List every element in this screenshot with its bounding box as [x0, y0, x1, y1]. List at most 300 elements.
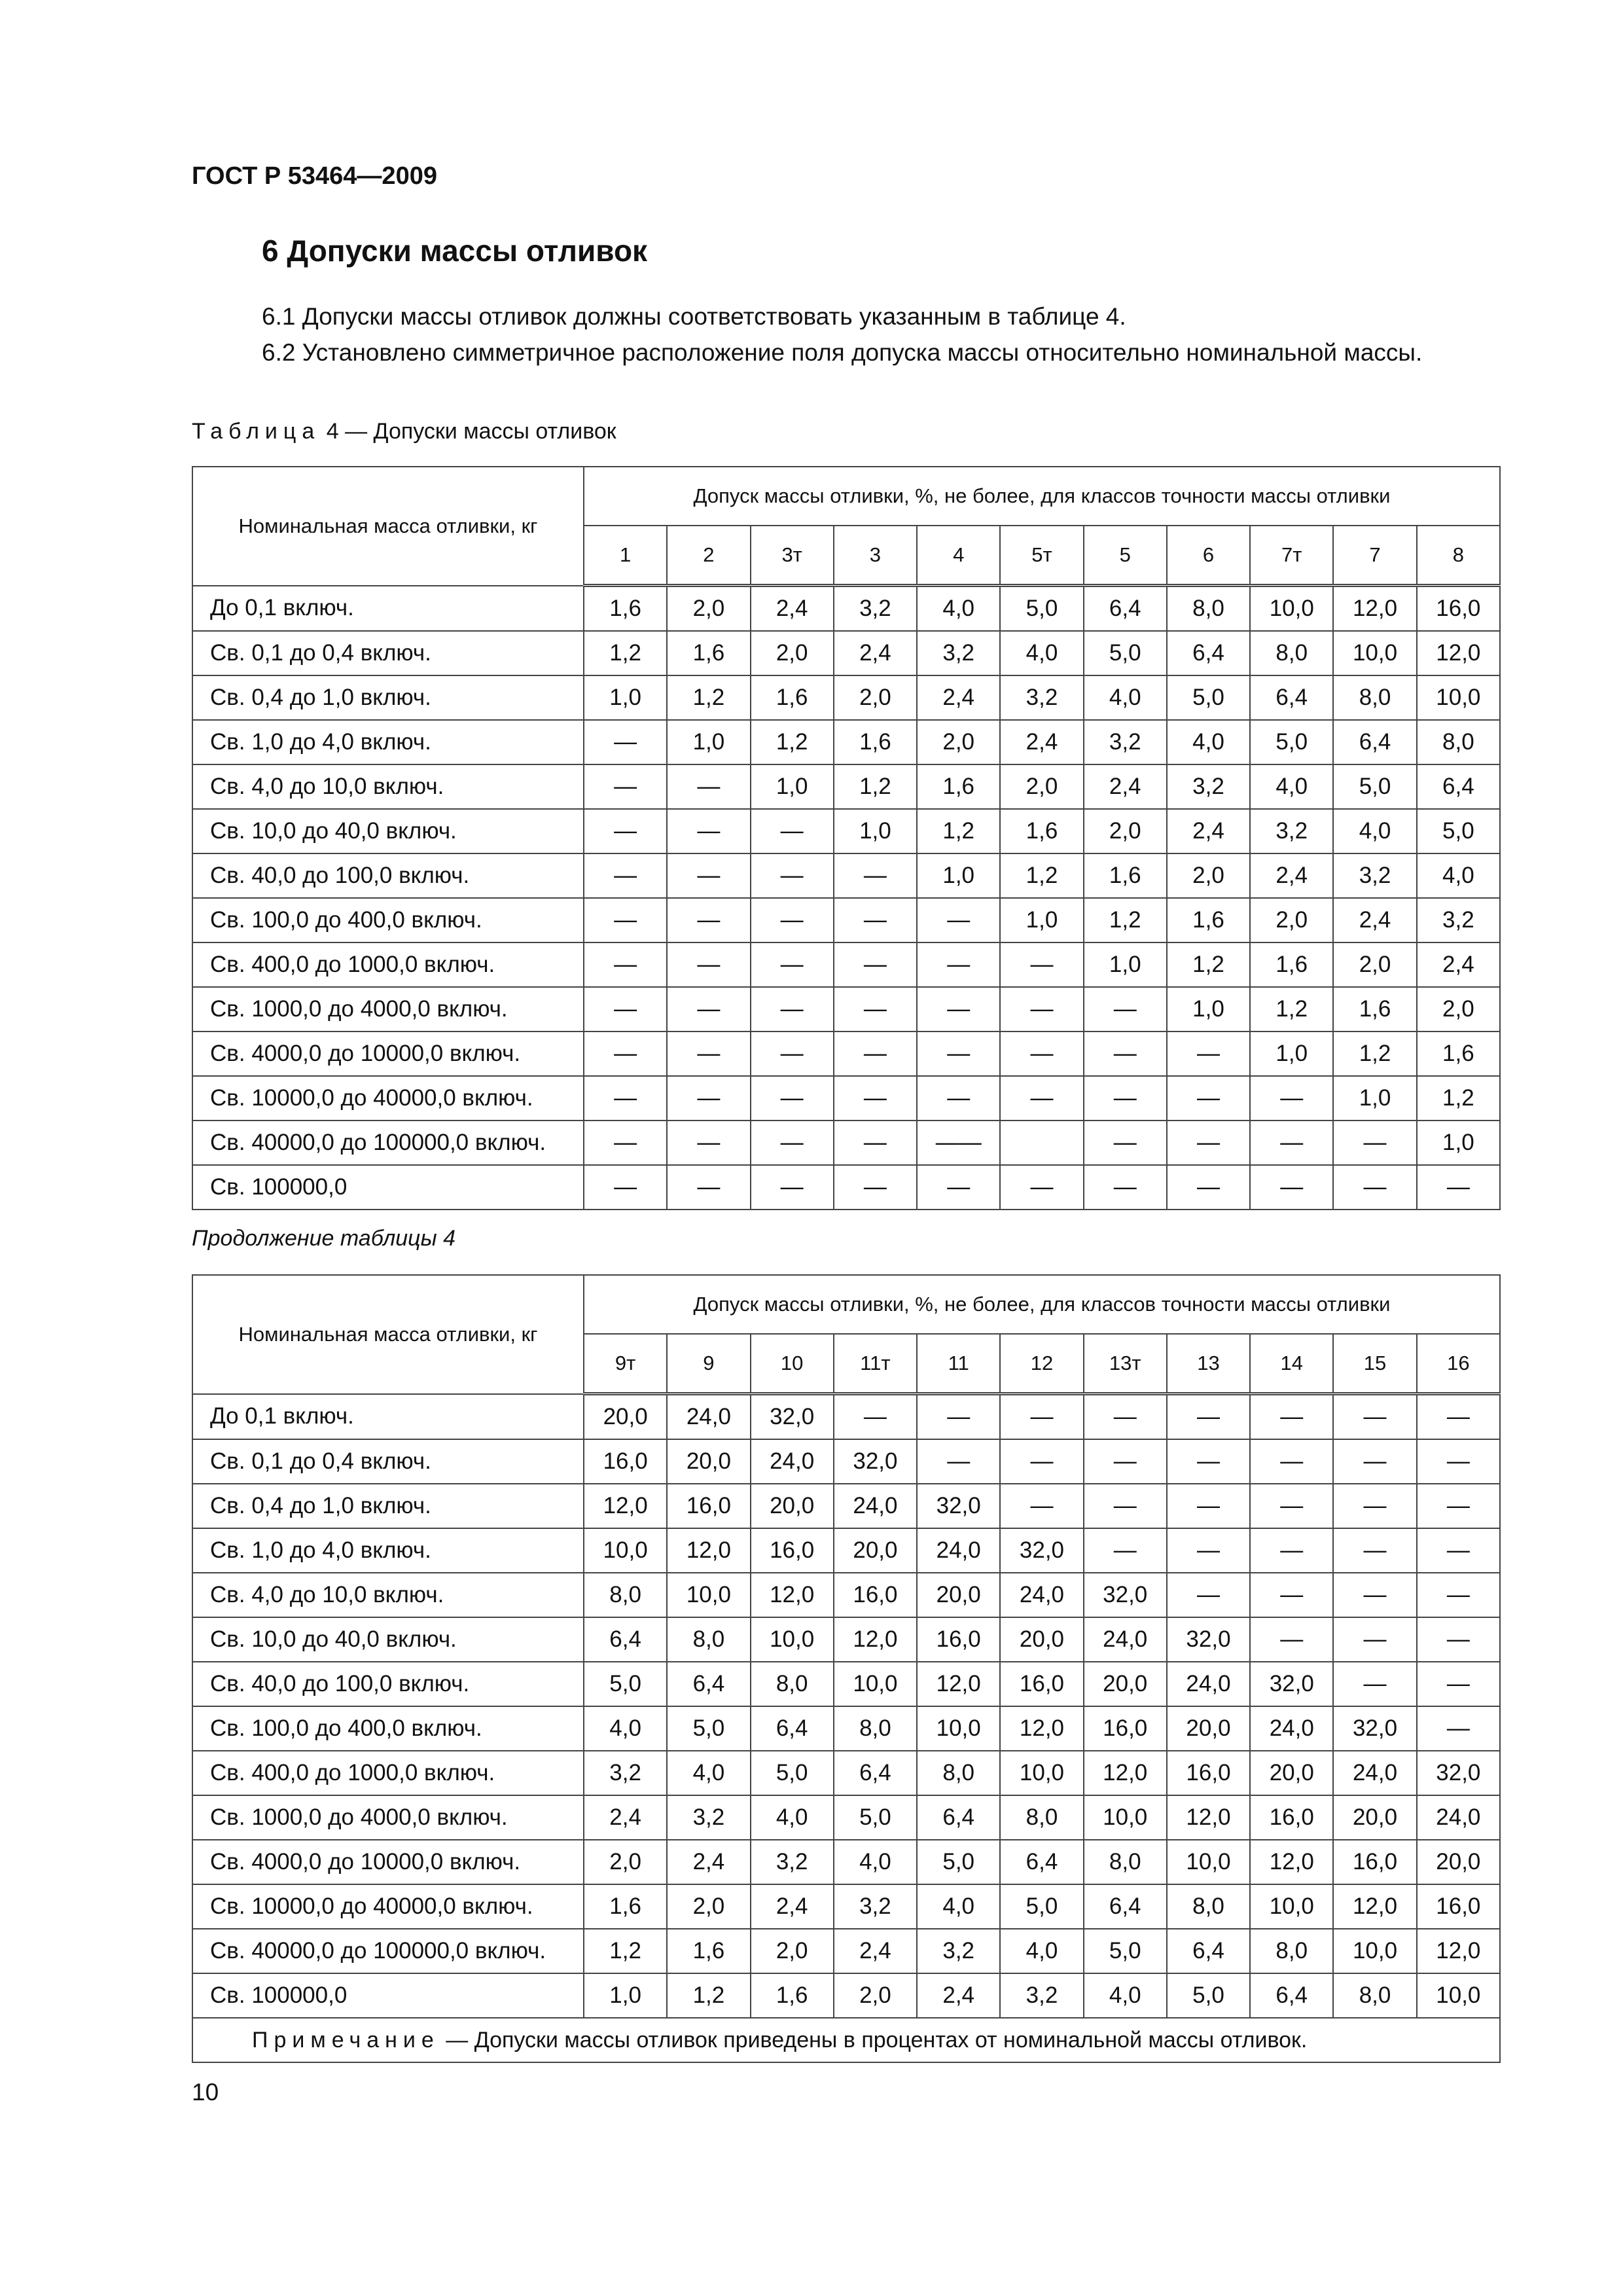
- table-cell: 20,0: [1167, 1706, 1250, 1751]
- table-cell: 24,0: [1000, 1573, 1083, 1617]
- table-cell: 12,0: [1333, 1884, 1416, 1929]
- table-cell: 2,4: [751, 586, 834, 632]
- row-label: Св. 4000,0 до 10000,0 включ.: [192, 1031, 584, 1076]
- table-cell: —: [1000, 1439, 1083, 1484]
- table-cell: 3,2: [834, 586, 917, 632]
- row-label: Св. 0,4 до 1,0 включ.: [192, 1484, 584, 1528]
- row-label: Св. 10,0 до 40,0 включ.: [192, 809, 584, 853]
- table-cell: 10,0: [1333, 631, 1416, 675]
- table-row: [192, 1031, 1500, 1076]
- table-cell: —: [1333, 1484, 1416, 1528]
- table-row: [192, 1484, 1500, 1528]
- table-cell: 6,4: [1167, 631, 1250, 675]
- table-cell: —: [834, 1394, 917, 1440]
- table-cell: —: [584, 1165, 667, 1210]
- table-cell: 3,2: [1167, 764, 1250, 809]
- class-header: 1: [584, 526, 667, 586]
- table-cell: —: [1250, 1076, 1333, 1121]
- table-cell: —: [667, 764, 750, 809]
- table-cell: —: [1000, 1165, 1083, 1210]
- table-cell: 4,0: [1333, 809, 1416, 853]
- table-cell: 16,0: [1000, 1662, 1083, 1706]
- class-header: 9т: [584, 1334, 667, 1394]
- table-cell: 24,0: [834, 1484, 917, 1528]
- table-cell: 16,0: [834, 1573, 917, 1617]
- class-header: 5т: [1000, 526, 1083, 586]
- table-cell: 3,2: [584, 1751, 667, 1795]
- table-cell: 10,0: [1333, 1929, 1416, 1973]
- table-cell: —: [917, 1439, 1000, 1484]
- table-cell: —: [667, 1121, 750, 1165]
- table-cell: —: [1250, 1573, 1333, 1617]
- table-cell: —: [1250, 1394, 1333, 1440]
- table-cell: 3,2: [751, 1840, 834, 1884]
- table-cell: —: [1084, 1439, 1167, 1484]
- table-row: [192, 987, 1500, 1031]
- table-cell: 2,4: [1167, 809, 1250, 853]
- table-cell: —: [834, 1121, 917, 1165]
- table-cell: —: [1084, 1121, 1167, 1165]
- table-cell: 5,0: [584, 1662, 667, 1706]
- table-cell: 2,0: [834, 675, 917, 720]
- row-label: Св. 40000,0 до 100000,0 включ.: [192, 1121, 584, 1165]
- document-code: ГОСТ Р 53464—2009: [192, 162, 437, 190]
- class-header: 5: [1084, 526, 1167, 586]
- table-cell: 5,0: [1167, 675, 1250, 720]
- table-cell: —: [584, 809, 667, 853]
- table-cell: 16,0: [1417, 1884, 1500, 1929]
- table-cell: 4,0: [667, 1751, 750, 1795]
- table-cell: 2,4: [751, 1884, 834, 1929]
- table-cell: —: [584, 942, 667, 987]
- page-number: 10: [192, 2079, 219, 2106]
- table-cell: —: [667, 898, 750, 942]
- table-cell: 1,6: [584, 1884, 667, 1929]
- table-cell: 16,0: [751, 1528, 834, 1573]
- table-cell: 1,0: [1333, 1076, 1416, 1121]
- note-prefix: Примечание: [252, 2027, 440, 2053]
- table-cell: 1,6: [667, 631, 750, 675]
- table-cell: 8,0: [1084, 1840, 1167, 1884]
- table-cell: 24,0: [667, 1394, 750, 1440]
- table-cell: 2,0: [751, 1929, 834, 1973]
- table-cell: 1,2: [1417, 1076, 1500, 1121]
- table-cell: —: [917, 987, 1000, 1031]
- table-cell: 1,0: [1167, 987, 1250, 1031]
- table-cell: 5,0: [1000, 1884, 1083, 1929]
- table-cell: —: [1250, 1617, 1333, 1662]
- table-cell: —: [1000, 942, 1083, 987]
- table-cell: —: [751, 1165, 834, 1210]
- class-header: 10: [751, 1334, 834, 1394]
- table-cell: 5,0: [1250, 720, 1333, 764]
- table-cell: 32,0: [1000, 1528, 1083, 1573]
- table-cell: 24,0: [751, 1439, 834, 1484]
- table-cell: 4,0: [917, 1884, 1000, 1929]
- table-cell: 5,0: [1084, 631, 1167, 675]
- table-cell: 3,2: [1000, 1973, 1083, 2018]
- table-cell: 12,0: [1333, 586, 1416, 632]
- table-cell: —: [1333, 1394, 1416, 1440]
- table-cell: 2,0: [584, 1840, 667, 1884]
- table-cell: 2,0: [1333, 942, 1416, 987]
- table-row: [192, 1973, 1500, 2018]
- table-cell: 3,2: [1250, 809, 1333, 853]
- table-cell: 5,0: [667, 1706, 750, 1751]
- table-cell: 4,0: [834, 1840, 917, 1884]
- paragraph-6-1: 6.1 Допуски массы отливок должны соответствовать указанным в таблице 4.: [262, 303, 1126, 330]
- table-cell: 16,0: [1417, 586, 1500, 632]
- table-cell: —: [1167, 1121, 1250, 1165]
- class-header: 13т: [1084, 1334, 1167, 1394]
- table-cell: —: [1167, 1165, 1250, 1210]
- table-cell: 12,0: [751, 1573, 834, 1617]
- table-cell: 1,0: [1000, 898, 1083, 942]
- table-cell: —: [1417, 1439, 1500, 1484]
- table-cell: —: [1167, 1528, 1250, 1573]
- table-cell: —: [1167, 1031, 1250, 1076]
- table-cell: 8,0: [1250, 1929, 1333, 1973]
- class-header: 6: [1167, 526, 1250, 586]
- table-cell: 20,0: [584, 1394, 667, 1440]
- table-cell: 4,0: [1084, 675, 1167, 720]
- table-cell: 1,2: [917, 809, 1000, 853]
- group-header: Допуск массы отливки, %, не более, для классов точности массы отливки: [584, 1275, 1500, 1334]
- table-row: [192, 809, 1500, 853]
- table-cell: 1,6: [1084, 853, 1167, 898]
- table-cell: 10,0: [1417, 675, 1500, 720]
- table-cell: 3,2: [1000, 675, 1083, 720]
- table-cell: 1,2: [834, 764, 917, 809]
- row-label: Св. 4,0 до 10,0 включ.: [192, 1573, 584, 1617]
- table-cell: —: [584, 898, 667, 942]
- table-cell: 1,2: [584, 631, 667, 675]
- table-cell: 2,4: [834, 631, 917, 675]
- table-cell: —: [751, 1031, 834, 1076]
- table-row: [192, 1121, 1500, 1165]
- table-cell: —: [1084, 1528, 1167, 1573]
- table-cell: —: [1333, 1662, 1416, 1706]
- table-cell: —: [917, 1165, 1000, 1210]
- table-cell: —: [1000, 1484, 1083, 1528]
- row-label: Св. 1000,0 до 4000,0 включ.: [192, 1795, 584, 1840]
- table-cell: 20,0: [751, 1484, 834, 1528]
- table-cell: 32,0: [1333, 1706, 1416, 1751]
- table-cell: 12,0: [1417, 1929, 1500, 1973]
- row-label: До 0,1 включ.: [192, 586, 584, 632]
- table-cell: 3,2: [917, 1929, 1000, 1973]
- row-label: Св. 100,0 до 400,0 включ.: [192, 898, 584, 942]
- class-header: 12: [1000, 1334, 1083, 1394]
- table-cell: —: [1167, 1439, 1250, 1484]
- table-cell: —: [1250, 1439, 1333, 1484]
- table-cell: 1,6: [1000, 809, 1083, 853]
- table-cell: 32,0: [751, 1394, 834, 1440]
- table-row: [192, 586, 1500, 632]
- table-cell: 1,6: [1167, 898, 1250, 942]
- table-row: [192, 1929, 1500, 1973]
- table-cell: —: [1250, 1528, 1333, 1573]
- table-cell: 10,0: [1250, 586, 1333, 632]
- table-cell: 32,0: [1250, 1662, 1333, 1706]
- table-caption-prefix: Таблица: [192, 419, 321, 444]
- table-cell: 20,0: [1250, 1751, 1333, 1795]
- table-cell: 1,6: [1333, 987, 1416, 1031]
- table-cell: 1,0: [834, 809, 917, 853]
- table-cell: 1,0: [917, 853, 1000, 898]
- table-cell: —: [1084, 1031, 1167, 1076]
- table-cell: 12,0: [1000, 1706, 1083, 1751]
- table-cell: —: [834, 987, 917, 1031]
- table-cell: —: [834, 853, 917, 898]
- table-cell: 6,4: [584, 1617, 667, 1662]
- table-cell: —: [834, 1031, 917, 1076]
- table-cell: 5,0: [917, 1840, 1000, 1884]
- table-cell: —: [667, 1165, 750, 1210]
- table-cell: 6,4: [917, 1795, 1000, 1840]
- table-cell: 2,0: [1250, 898, 1333, 942]
- row-label: Св. 1000,0 до 4000,0 включ.: [192, 987, 584, 1031]
- table-cell: 6,4: [1250, 1973, 1333, 2018]
- table-cell: 4,0: [1417, 853, 1500, 898]
- table-cell: —: [1084, 1394, 1167, 1440]
- table-cell: 32,0: [1084, 1573, 1167, 1617]
- table-cell: —: [1000, 987, 1083, 1031]
- table-cell: —: [1167, 1484, 1250, 1528]
- table-cell: 24,0: [917, 1528, 1000, 1573]
- table-cell: —: [751, 987, 834, 1031]
- table-cell: 6,4: [1167, 1929, 1250, 1973]
- row-label: Св. 4000,0 до 10000,0 включ.: [192, 1840, 584, 1884]
- table-cell: —: [1000, 1394, 1083, 1440]
- table-cell: 5,0: [1167, 1973, 1250, 2018]
- table-cell: 10,0: [917, 1706, 1000, 1751]
- table-row: [192, 1165, 1500, 1210]
- table-cell: 10,0: [1250, 1884, 1333, 1929]
- table-cell: 2,4: [584, 1795, 667, 1840]
- table-cell: —: [667, 1031, 750, 1076]
- table-cell: 24,0: [1417, 1795, 1500, 1840]
- table-cell: 12,0: [1084, 1751, 1167, 1795]
- row-label: Св. 1,0 до 4,0 включ.: [192, 1528, 584, 1573]
- table-row: [192, 1076, 1500, 1121]
- table-cell: 5,0: [1333, 764, 1416, 809]
- table-cell: —: [667, 1076, 750, 1121]
- table-row: [192, 1394, 1500, 1440]
- table-cell: 1,0: [584, 675, 667, 720]
- table-cell: 3,2: [917, 631, 1000, 675]
- table-cell: 16,0: [1333, 1840, 1416, 1884]
- table-cell: 8,0: [1167, 1884, 1250, 1929]
- table-cell: —: [751, 853, 834, 898]
- table-cell: 24,0: [1084, 1617, 1167, 1662]
- table-body: [192, 586, 1500, 1210]
- row-label: Св. 0,1 до 0,4 включ.: [192, 631, 584, 675]
- table-cell: —: [1417, 1484, 1500, 1528]
- class-header: 11: [917, 1334, 1000, 1394]
- table-cell: 24,0: [1167, 1662, 1250, 1706]
- table-cell: 5,0: [834, 1795, 917, 1840]
- table-cell: —: [1417, 1165, 1500, 1210]
- table-row: [192, 1617, 1500, 1662]
- table-cell: —: [667, 809, 750, 853]
- table-cell: —: [834, 942, 917, 987]
- table-cell: 32,0: [917, 1484, 1000, 1528]
- table-cell: —: [917, 898, 1000, 942]
- table-cell: 1,6: [667, 1929, 750, 1973]
- table-body: [192, 1394, 1500, 2018]
- table-cell: 8,0: [834, 1706, 917, 1751]
- table-cell: —: [917, 1031, 1000, 1076]
- table-cell: 20,0: [667, 1439, 750, 1484]
- table-cell: 32,0: [834, 1439, 917, 1484]
- table-cell: —: [917, 1394, 1000, 1440]
- table-cell: 2,0: [1084, 809, 1167, 853]
- row-label: Св. 100000,0: [192, 1973, 584, 2018]
- table-row: [192, 853, 1500, 898]
- row-label: Св. 0,1 до 0,4 включ.: [192, 1439, 584, 1484]
- table-cell: 1,2: [1167, 942, 1250, 987]
- table-cell: 12,0: [667, 1528, 750, 1573]
- table-cell: —: [667, 987, 750, 1031]
- row-label: Св. 400,0 до 1000,0 включ.: [192, 1751, 584, 1795]
- table-cell: 1,6: [917, 764, 1000, 809]
- table-cell: 4,0: [917, 586, 1000, 632]
- table-cell: —: [1167, 1394, 1250, 1440]
- tolerance-table: [192, 466, 1501, 1210]
- table-cell: 1,0: [584, 1973, 667, 2018]
- table-cell: 4,0: [584, 1706, 667, 1751]
- table-cell: 3,2: [834, 1884, 917, 1929]
- table-cell: 16,0: [667, 1484, 750, 1528]
- table-cell: 2,4: [1250, 853, 1333, 898]
- table-cell: —: [751, 809, 834, 853]
- table-cell: 8,0: [584, 1573, 667, 1617]
- table-cell: 32,0: [1417, 1751, 1500, 1795]
- table-row: [192, 1439, 1500, 1484]
- table-cell: 4,0: [751, 1795, 834, 1840]
- table-cell: 20,0: [917, 1573, 1000, 1617]
- table-cell: 12,0: [1417, 631, 1500, 675]
- class-header: 9: [667, 1334, 750, 1394]
- note-text: — Допуски массы отливок приведены в процентах от номинальной массы отливок.: [439, 2027, 1308, 2053]
- table-cell: 1,0: [751, 764, 834, 809]
- table-cell: —: [834, 1165, 917, 1210]
- table-caption: [192, 419, 616, 444]
- table-cell: 1,2: [667, 1973, 750, 2018]
- table-cell: 8,0: [1167, 586, 1250, 632]
- class-header: 7: [1333, 526, 1416, 586]
- table-cell: 1,6: [1417, 1031, 1500, 1076]
- table-cell: 6,4: [1417, 764, 1500, 809]
- class-header: 4: [917, 526, 1000, 586]
- table-cell: —: [1084, 1165, 1167, 1210]
- table-cell: —: [1417, 1528, 1500, 1573]
- table-cell: 6,4: [1000, 1840, 1083, 1884]
- table-cell: 10,0: [584, 1528, 667, 1573]
- table-cell: —: [1000, 1076, 1083, 1121]
- table-cell: 4,0: [1167, 720, 1250, 764]
- table-cell: —: [917, 942, 1000, 987]
- table-cell: 1,0: [1250, 1031, 1333, 1076]
- table-cell: 2,0: [667, 1884, 750, 1929]
- table-cell: 10,0: [751, 1617, 834, 1662]
- row-label: Св. 100,0 до 400,0 включ.: [192, 1706, 584, 1751]
- table-cell: —: [834, 1076, 917, 1121]
- table-cell: 2,0: [1167, 853, 1250, 898]
- table-cell: 2,4: [917, 675, 1000, 720]
- table-cell: 6,4: [1333, 720, 1416, 764]
- table-cell: —: [667, 942, 750, 987]
- table-row: [192, 1528, 1500, 1573]
- table-cell: 1,2: [1084, 898, 1167, 942]
- class-header: 3: [834, 526, 917, 586]
- table-cell: —: [1333, 1165, 1416, 1210]
- table-cell: —: [1333, 1528, 1416, 1573]
- paragraph-6-2: 6.2 Установлено симметричное расположение поля допуска массы относительно номинальной массы.: [262, 339, 1423, 366]
- table-cell: —: [584, 764, 667, 809]
- table-cell: ——: [917, 1121, 1000, 1165]
- table-cell: —: [834, 898, 917, 942]
- table-row: [192, 631, 1500, 675]
- row-label: Св. 40,0 до 100,0 включ.: [192, 853, 584, 898]
- table-cell: 1,0: [667, 720, 750, 764]
- table-cell: —: [1084, 987, 1167, 1031]
- table-cell: 5,0: [1084, 1929, 1167, 1973]
- table-cell: 20,0: [834, 1528, 917, 1573]
- row-label: Св. 10000,0 до 40000,0 включ.: [192, 1076, 584, 1121]
- table-row: [192, 1840, 1500, 1884]
- table-cell: 6,4: [751, 1706, 834, 1751]
- table-cell: 16,0: [917, 1617, 1000, 1662]
- table-cell: 1,6: [751, 675, 834, 720]
- table-cell: 1,6: [751, 1973, 834, 2018]
- table-cell: 16,0: [1250, 1795, 1333, 1840]
- table-cell: —: [1250, 1484, 1333, 1528]
- table-cell: —: [584, 853, 667, 898]
- table-row: [192, 1795, 1500, 1840]
- table-cell: 20,0: [1084, 1662, 1167, 1706]
- table-cell: —: [1000, 1031, 1083, 1076]
- table-caption-rest: 4 — Допуски массы отливок: [320, 419, 616, 444]
- table-cell: 8,0: [1333, 675, 1416, 720]
- table-cell: 10,0: [1000, 1751, 1083, 1795]
- table-cell: 2,4: [1084, 764, 1167, 809]
- class-header: 2: [667, 526, 750, 586]
- table-cell: 16,0: [1084, 1706, 1167, 1751]
- table-cell: 5,0: [1000, 586, 1083, 632]
- table-cell: 3,2: [667, 1795, 750, 1840]
- table-row: [192, 764, 1500, 809]
- table-cell: 8,0: [751, 1662, 834, 1706]
- table-cell: —: [751, 1121, 834, 1165]
- class-header: 16: [1417, 1334, 1500, 1394]
- row-label: Св. 4,0 до 10,0 включ.: [192, 764, 584, 809]
- table-cell: 6,4: [834, 1751, 917, 1795]
- table-cell: 20,0: [1000, 1617, 1083, 1662]
- table-cell: —: [751, 898, 834, 942]
- table-cell: 2,4: [1417, 942, 1500, 987]
- table-cell: 10,0: [1417, 1973, 1500, 2018]
- table-cell: 2,4: [1000, 720, 1083, 764]
- table-cell: 12,0: [584, 1484, 667, 1528]
- table-cell: 2,0: [1000, 764, 1083, 809]
- class-header: 14: [1250, 1334, 1333, 1394]
- table-row: [192, 942, 1500, 987]
- table-cell: —: [1417, 1394, 1500, 1440]
- table-cell: 1,0: [1084, 942, 1167, 987]
- table-cell: 6,4: [667, 1662, 750, 1706]
